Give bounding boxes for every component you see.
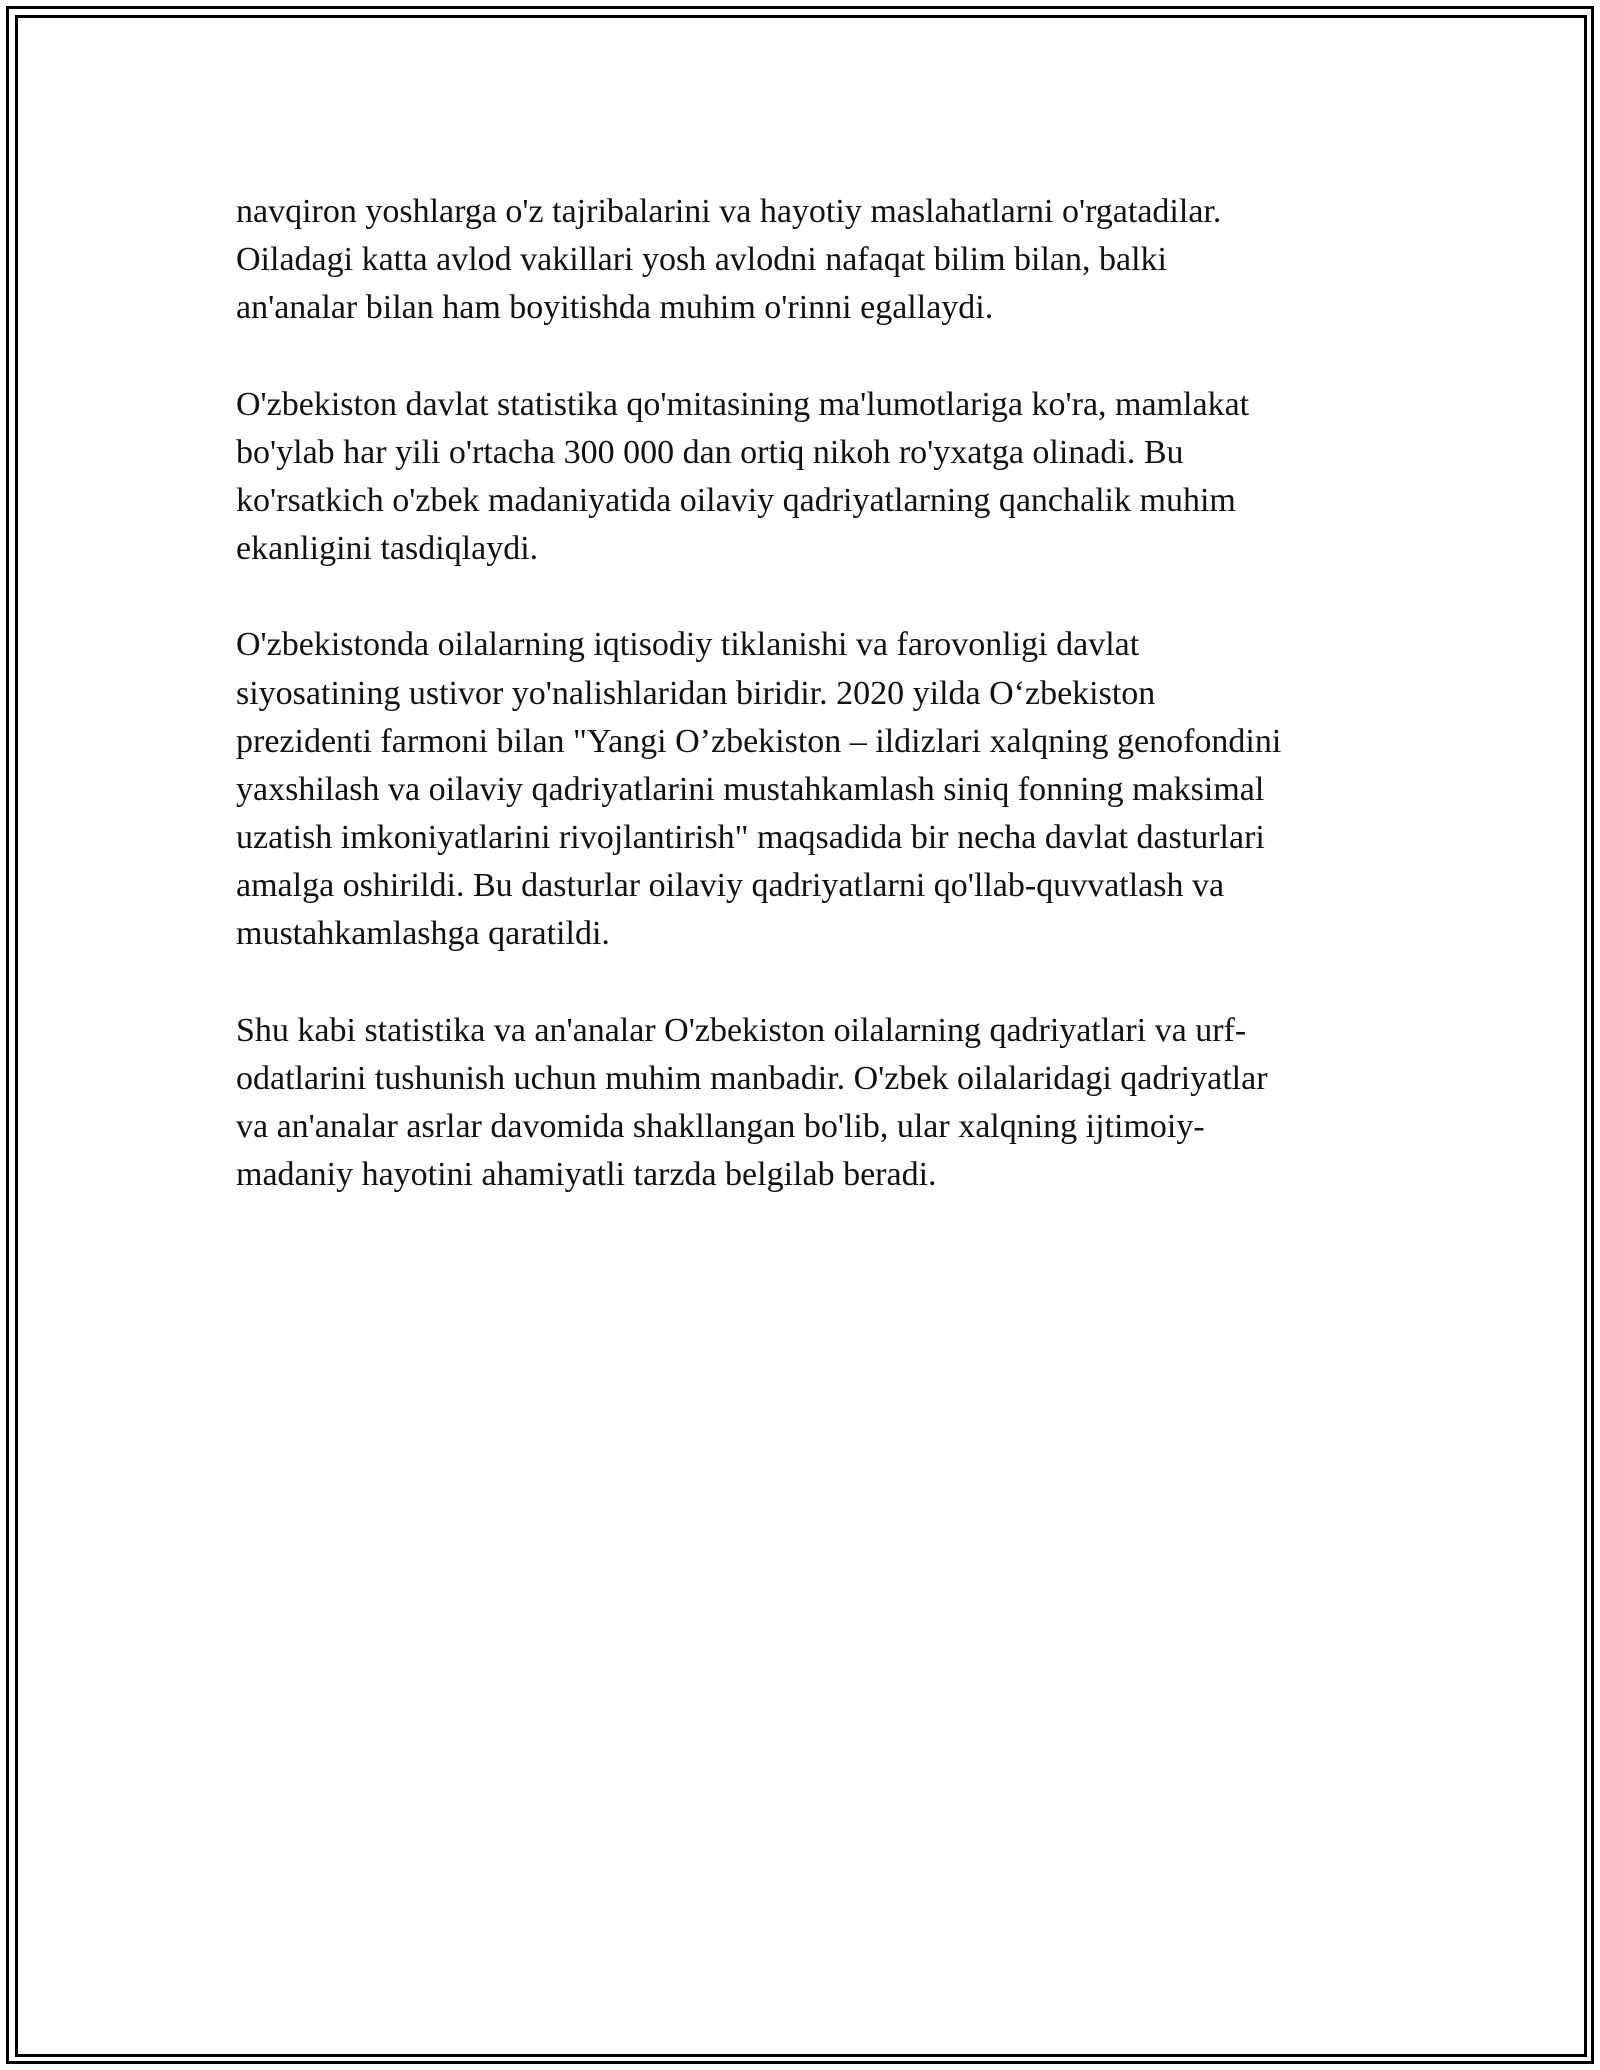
text-line: ko'rsatkich o'zbek madaniyatida oilaviy qadriyatlarning qanchalik muhim bbox=[236, 481, 1236, 519]
text-line: uzatish imkoniyatlarini rivojlantirish" maqsadida bir necha davlat dasturlari bbox=[236, 819, 1265, 857]
text-line: navqiron yoshlarga o'z tajribalarini va hayotiy maslahatlarni o'rgatadilar. bbox=[236, 193, 1222, 230]
text-line: odatlarini tushunish uchun muhim manbadir. O'zbek oilalaridagi qadriyatlar bbox=[236, 1059, 1268, 1097]
text-line: Shu kabi statistika va an'analar O'zbekiston oilalarning qadriyatlari va urf- bbox=[236, 1011, 1247, 1049]
text-line: O'zbekiston davlat statistika qo'mitasining ma'lumotlariga ko'ra, mamlakat bbox=[236, 385, 1250, 423]
text-line: O'zbekistonda oilalarning iqtisodiy tiklanishi va farovonligi davlat bbox=[236, 626, 1140, 664]
text-line: ekanligini tasdiqlaydi. bbox=[236, 530, 539, 568]
text-line: bo'ylab har yili o'rtacha 300 000 dan ortiq nikoh ro'yxatga olinadi. Bu bbox=[236, 433, 1184, 471]
text-line: va an'analar asrlar davomida shakllangan bo'lib, ular xalqning ijtimoiy- bbox=[236, 1108, 1205, 1145]
paragraph-1 bbox=[236, 188, 1386, 333]
paragraph-4 bbox=[236, 1007, 1386, 1200]
text-line: yaxshilash va oilaviy qadriyatlarini mustahkamlash siniq fonning maksimal bbox=[236, 770, 1265, 808]
paragraph-3 bbox=[236, 621, 1386, 958]
text-line: siyosatining ustivor yo'nalishlaridan biridir. 2020 yilda O‘zbekiston bbox=[236, 674, 1156, 712]
text-line: prezidenti farmoni bilan "Yangi O’zbekiston – ildizlari xalqning genofondini bbox=[236, 722, 1282, 760]
text-line: mustahkamlashga qaratildi. bbox=[236, 915, 610, 953]
text-line: amalga oshirildi. Bu dasturlar oilaviy qadriyatlarni qo'llab-quvvatlash va bbox=[236, 867, 1225, 905]
text-line: Oiladagi katta avlod vakillari yosh avlodni nafaqat bilim bilan, balki bbox=[236, 241, 1167, 279]
document-body bbox=[236, 188, 1386, 1247]
paragraph-2 bbox=[236, 381, 1386, 574]
text-line: madaniy hayotini ahamiyatli tarzda belgilab beradi. bbox=[236, 1156, 937, 1194]
text-line: an'analar bilan ham boyitishda muhim o'rinni egallaydi. bbox=[236, 289, 994, 327]
